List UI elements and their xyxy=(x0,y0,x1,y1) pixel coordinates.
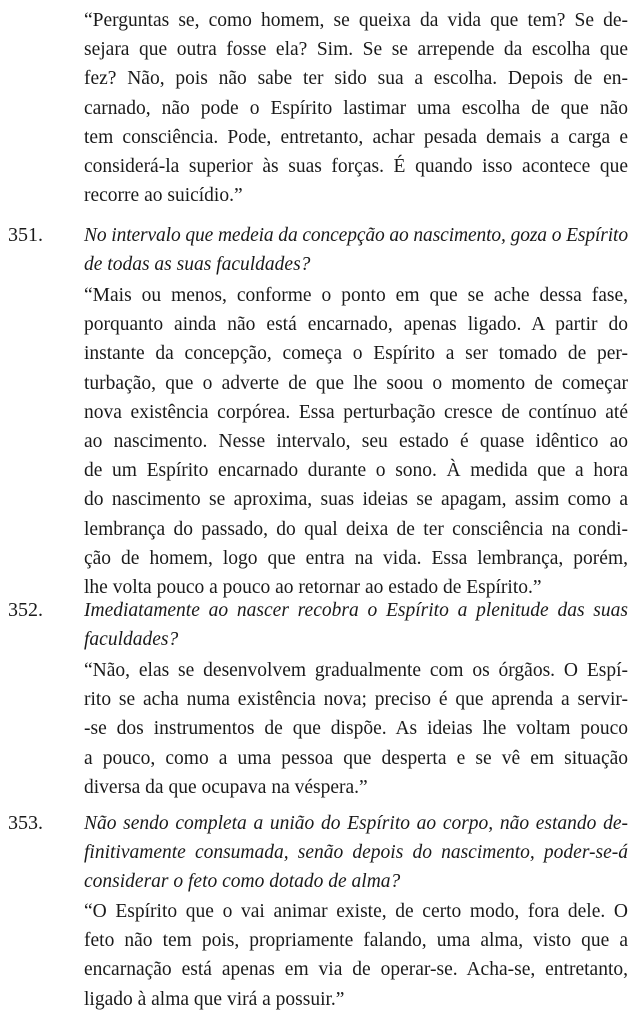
answer-text xyxy=(84,281,628,602)
text-line: considerá-la superior às suas forças. É quando isso acontece que xyxy=(84,156,628,178)
question-number: 353. xyxy=(8,812,43,834)
text-line: -se dos instrumentos de que dispõe. As ideias lhe voltam pouco xyxy=(84,718,628,740)
text-line: “Não, elas se desenvolvem gradualmente com os órgãos. O Espí- xyxy=(84,660,628,681)
text-line: diversa da que ocupava na véspera.” xyxy=(84,776,368,798)
question-text xyxy=(84,221,628,279)
text-line: finitivamente consumada, senão depois do nascimento, poder-se-á xyxy=(84,842,628,864)
text-line: porquanto ainda não está encarnado, apenas ligado. A partir do xyxy=(84,314,628,336)
text-line: a pouco, como a uma pessoa que desperta e se vê em situação xyxy=(84,747,628,769)
text-line: carnado, não pode o Espírito lastimar uma escolha de que não xyxy=(84,97,628,119)
text-line: “O Espírito que o vai animar existe, de certo modo, fora dele. O xyxy=(84,901,628,922)
text-line: de todas as suas faculdades? xyxy=(84,254,311,276)
text-line: Não sendo completa a união do Espírito ao corpo, não estando de- xyxy=(84,813,628,834)
question-number: 352. xyxy=(8,599,43,621)
text-line: ao nascimento. Nesse intervalo, seu estado é quase idêntico ao xyxy=(84,431,628,453)
intro-answer xyxy=(84,6,628,210)
text-line: ligado à alma que virá a possuir.” xyxy=(84,988,345,1010)
answer-text xyxy=(84,656,628,802)
text-line: “Mais ou menos, conforme o ponto em que se ache dessa fase, xyxy=(84,285,628,306)
question-text xyxy=(84,596,628,654)
text-line: de um Espírito encarnado durante o sono. À medida que a hora xyxy=(84,460,628,482)
text-line: faculdades? xyxy=(84,629,179,651)
text-line: Imediatamente ao nascer recobra o Espírito a plenitude das suas xyxy=(84,600,628,621)
text-line: tem consciência. Pode, entretanto, achar pesada demais a carga e xyxy=(84,126,628,148)
text-line: nova existência corpórea. Essa perturbação cresce de contínuo até xyxy=(84,401,628,423)
text-line: considerar o feto como dotado de alma? xyxy=(84,871,401,893)
text-line: “Perguntas se, como homem, se queixa da vida que tem? Se de- xyxy=(84,10,628,31)
text-line: feto não tem pois, propriamente falando, uma alma, visto que a xyxy=(84,930,628,952)
text-line: No intervalo que medeia da concepção ao nascimento, goza o Espírito xyxy=(84,225,628,246)
text-line: turbação, que o adverte de que lhe soou o momento de começar xyxy=(84,372,628,394)
text-line: recorre ao suicídio.” xyxy=(84,185,243,207)
text-line: do nascimento se aproxima, suas ideias se apagam, assim como a xyxy=(84,489,628,511)
text-line: encarnação está apenas em via de operar-se. Acha-se, entretanto, xyxy=(84,959,628,981)
answer-text xyxy=(84,897,628,1014)
text-line: instante da concepção, começa o Espírito a ser tomado de per- xyxy=(84,343,628,365)
question-number: 351. xyxy=(8,224,43,246)
text-line: ção de homem, logo que entra na vida. Essa lembrança, porém, xyxy=(84,547,628,569)
text-line: lhe volta pouco a pouco ao retornar ao estado de Espírito.” xyxy=(84,577,542,599)
text-line: fez? Não, pois não sabe ter sido sua a escolha. Depois de en- xyxy=(84,68,628,90)
question-text xyxy=(84,809,628,897)
text-line: sejara que outra fosse ela? Sim. Se se arrepende da escolha que xyxy=(84,39,628,61)
text-line: lembrança do passado, do qual deixa de ter consciência na condi- xyxy=(84,518,628,540)
text-line: rito se acha numa existência nova; preciso é que aprenda a servir- xyxy=(84,689,628,711)
